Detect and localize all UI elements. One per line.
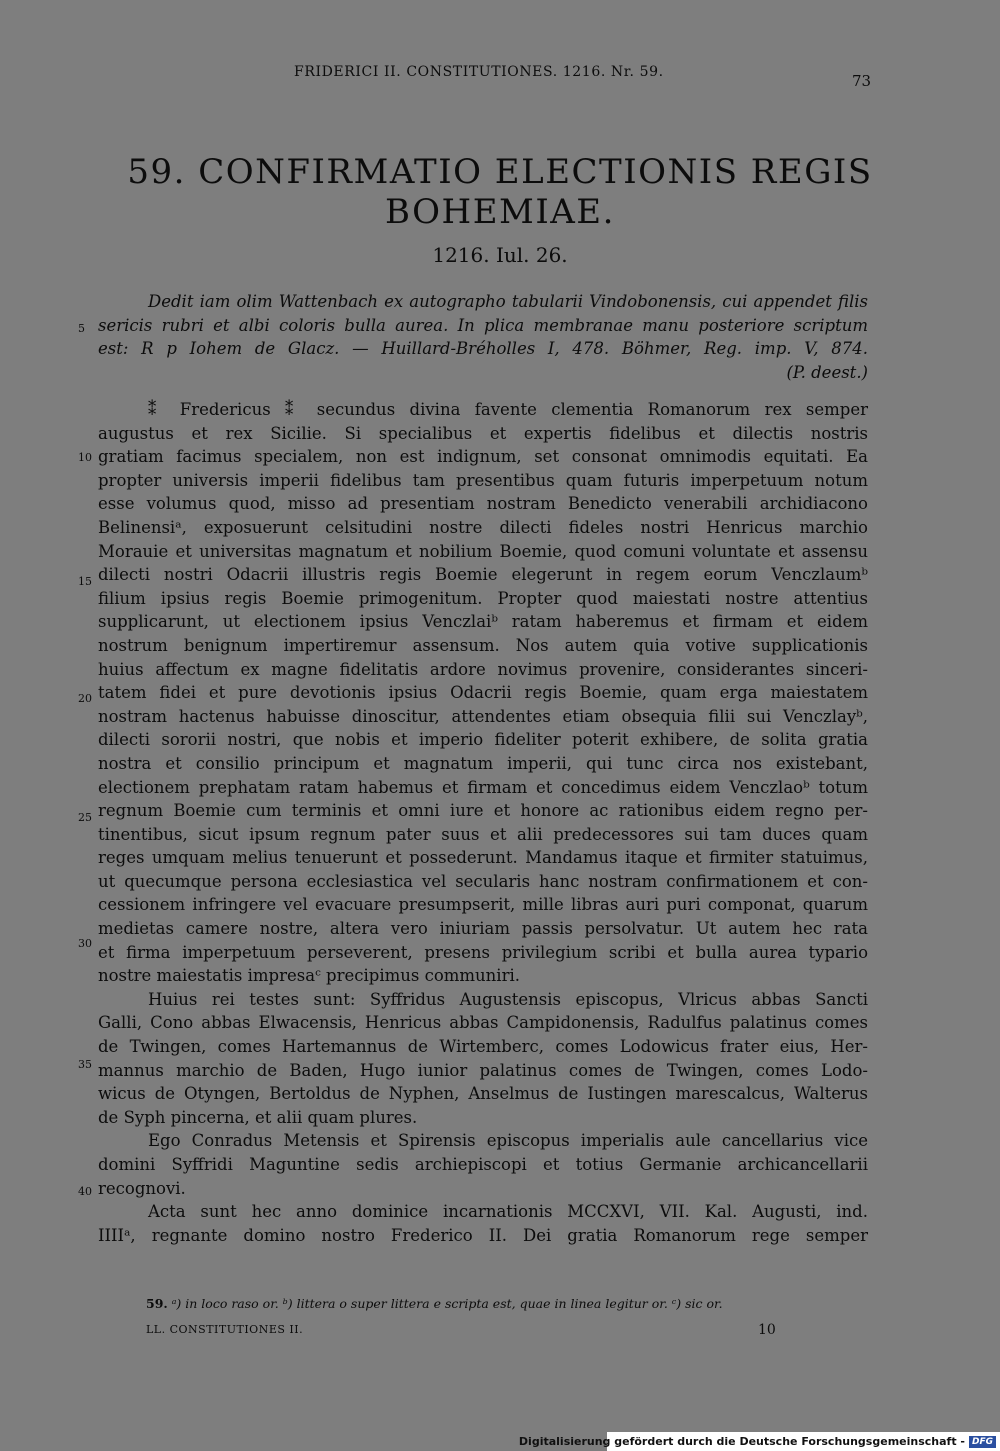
body-text-line: nostram hactenus habuisse dinoscitur, attendentes etiam obsequia filii sui Venczlayᵇ,	[98, 706, 868, 726]
body-text-line: Morauie et universitas magnatum et nobilium Boemie, quod comuni voluntate et assensu	[98, 541, 868, 561]
body-text-line: mannus marchio de Baden, Hugo iunior palatinus comes de Twingen, comes Lodo-	[98, 1060, 868, 1080]
body-text-line: nostre maiestatis impresaᶜ precipimus communiri.	[98, 966, 520, 986]
margin-line-number: 25	[78, 811, 92, 824]
page-number: 73	[852, 72, 872, 90]
credit-text: Digitalisierung gefördert durch die Deutsche Forschungsgemeinschaft -	[518, 1435, 965, 1448]
body-text-line: tinentibus, sicut ipsum regnum pater suus et alii predecessores sui tam duces quam	[98, 824, 868, 844]
margin-line-number: 35	[78, 1058, 92, 1071]
intro-line: (P. deest.)	[786, 362, 868, 382]
margin-line-number: 20	[78, 692, 92, 705]
body-text-line: dilecti nostri Odacrii illustris regis Boemie elegerunt in regem eorum Venczlaumᵇ	[98, 565, 868, 585]
digitization-credit-bar	[518, 1432, 1000, 1451]
body-text-line: supplicarunt, ut electionem ipsius Venczlaiᵇ ratam haberemus et firmam et eidem	[98, 612, 868, 632]
body-text-line: nostrum benignum impertiremur assensum. Nos autem quia votive supplicationis	[98, 635, 868, 655]
body-text-line: wicus de Otyngen, Bertoldus de Nyphen, Anselmus de Iustingen marescalcus, Walterus	[98, 1084, 868, 1104]
body-text-line: ut quecumque persona ecclesiastica vel secularis hanc nostram confirmationem et con-	[98, 871, 868, 891]
body-text-line: Acta sunt hec anno dominice incarnationis MCCXVI, VII. Kal. Augusti, ind.	[148, 1202, 868, 1222]
body-text-line: domini Syffridi Maguntine sedis archiepiscopi et totius Germanie archicancellarii	[98, 1155, 868, 1174]
document-date: 1216. Iul. 26.	[432, 243, 568, 267]
body-text-line: propter universis imperii fidelibus tam presentibus quam futuris imperpetuum notum	[98, 470, 868, 490]
dfg-logo-icon: DFG	[969, 1436, 996, 1448]
body-text-line: Ego Conradus Metensis et Spirensis episcopus imperialis aule cancellarius vice	[148, 1131, 868, 1151]
body-text-line: de Twingen, comes Hartemannus de Wirtemberc, comes Lodowicus frater eius, Her-	[98, 1037, 868, 1057]
body-text-line: nostra et consilio principum et magnatum imperii, qui tunc circa nos existebant,	[98, 753, 868, 773]
intro-line: est: R p Iohem de Glacz. — Huillard-Bréholles I, 478. Böhmer, Reg. imp. V, 874.	[98, 339, 868, 359]
margin-line-number: 30	[78, 937, 92, 950]
body-text-line: dilecti sororii nostri, que nobis et imperio fideliter poterit exhibere, de solita gratia	[98, 730, 868, 750]
body-text-line: augustus et rex Sicilie. Si specialibus et expertis fidelibus et dilectis nostris	[98, 423, 868, 443]
margin-line-number: 40	[78, 1185, 92, 1198]
body-text-line: recognovi.	[98, 1178, 186, 1198]
body-text-line: filium ipsius regis Boemie primogenitum. Propter quod maiestati nostre attentius	[98, 588, 868, 608]
body-text-line: gratiam facimus specialem, non est indignum, set consonat omnimodis equitati. Ea	[98, 447, 868, 467]
body-text-line: de Syph pincerna, et alii quam plures.	[98, 1107, 418, 1127]
body-text-line: reges umquam melius tenuerunt et possederunt. Mandamus itaque et firmiter statuimus,	[98, 848, 868, 868]
volume-line: LL. CONSTITUTIONES II.	[146, 1323, 304, 1336]
body-text-line: tatem fidei et pure devotionis ipsius Odacrii regis Boemie, quam erga maiestatem	[98, 683, 868, 703]
document-body-text	[98, 398, 868, 1247]
footnote-label: 59.	[146, 1296, 168, 1311]
body-text-line: medietas camere nostre, altera vero iniuriam passis persolvatur. Ut autem hec rata	[98, 919, 868, 939]
body-text-line: IIIIᵃ, regnante domino nostro Frederico II. Dei gratia Romanorum rege semper	[98, 1225, 868, 1245]
margin-line-number: 15	[78, 575, 92, 588]
body-text-line: Galli, Cono abbas Elwacensis, Henricus abbas Campidonensis, Radulfus palatinus comes	[98, 1013, 868, 1033]
body-text-line: electionem prephatam ratam habemus et firmam et concedimus eidem Venczlaoᵇ totum	[98, 777, 868, 797]
intro-line: Dedit iam olim Wattenbach ex autographo tabularii Vindobonensis, cui appendet filis	[148, 292, 868, 311]
footnote-text: ᵃ) in loco raso or. ᵇ) littera o super littera e scripta est, quae in linea legitur or. ᶜ) sic or.	[171, 1296, 723, 1311]
body-text-line: huius affectum ex magne fidelitatis ardore novimus provenire, considerantes sinceri-	[98, 659, 868, 679]
margin-line-number: 5	[78, 322, 85, 335]
document-title-line-1: 59. CONFIRMATIO ELECTIONIS REGIS	[127, 152, 873, 192]
editorial-introduction	[98, 290, 868, 384]
body-text-line: ⁑ Fredericus ⁑ secundus divina favente clementia Romanorum rex semper	[148, 400, 868, 419]
body-text-line: et firma imperpetuum perseverent, presens privilegium scribi et bulla aurea typario	[98, 942, 868, 962]
body-text-line: Huius rei testes sunt: Syffridus Augustensis episcopus, Vlricus abbas Sancti	[148, 989, 868, 1009]
signature-mark: 10	[758, 1322, 776, 1338]
body-text-line: Belinensiᵃ, exposuerunt celsitudini nostre dilecti fideles nostri Henricus marchio	[98, 517, 868, 537]
running-head: FRIDERICI II. CONSTITUTIONES. 1216. Nr. 59.	[294, 64, 664, 80]
footnotes	[146, 1296, 723, 1311]
document-title-line-2: BOHEMIAE.	[385, 192, 615, 232]
intro-line: sericis rubri et albi coloris bulla aurea. In plica membranae manu posteriore scriptum	[98, 315, 868, 335]
body-text-line: cessionem infringere vel evacuare presumpserit, mille libras auri puri componat, quarum	[98, 895, 868, 915]
body-text-line: esse volumus quod, misso ad presentiam nostram Benedicto venerabili archidiacono	[98, 494, 868, 514]
body-text-line: regnum Boemie cum terminis et omni iure et honore ac rationibus eidem regno per-	[98, 801, 868, 821]
margin-line-number: 10	[78, 451, 92, 464]
